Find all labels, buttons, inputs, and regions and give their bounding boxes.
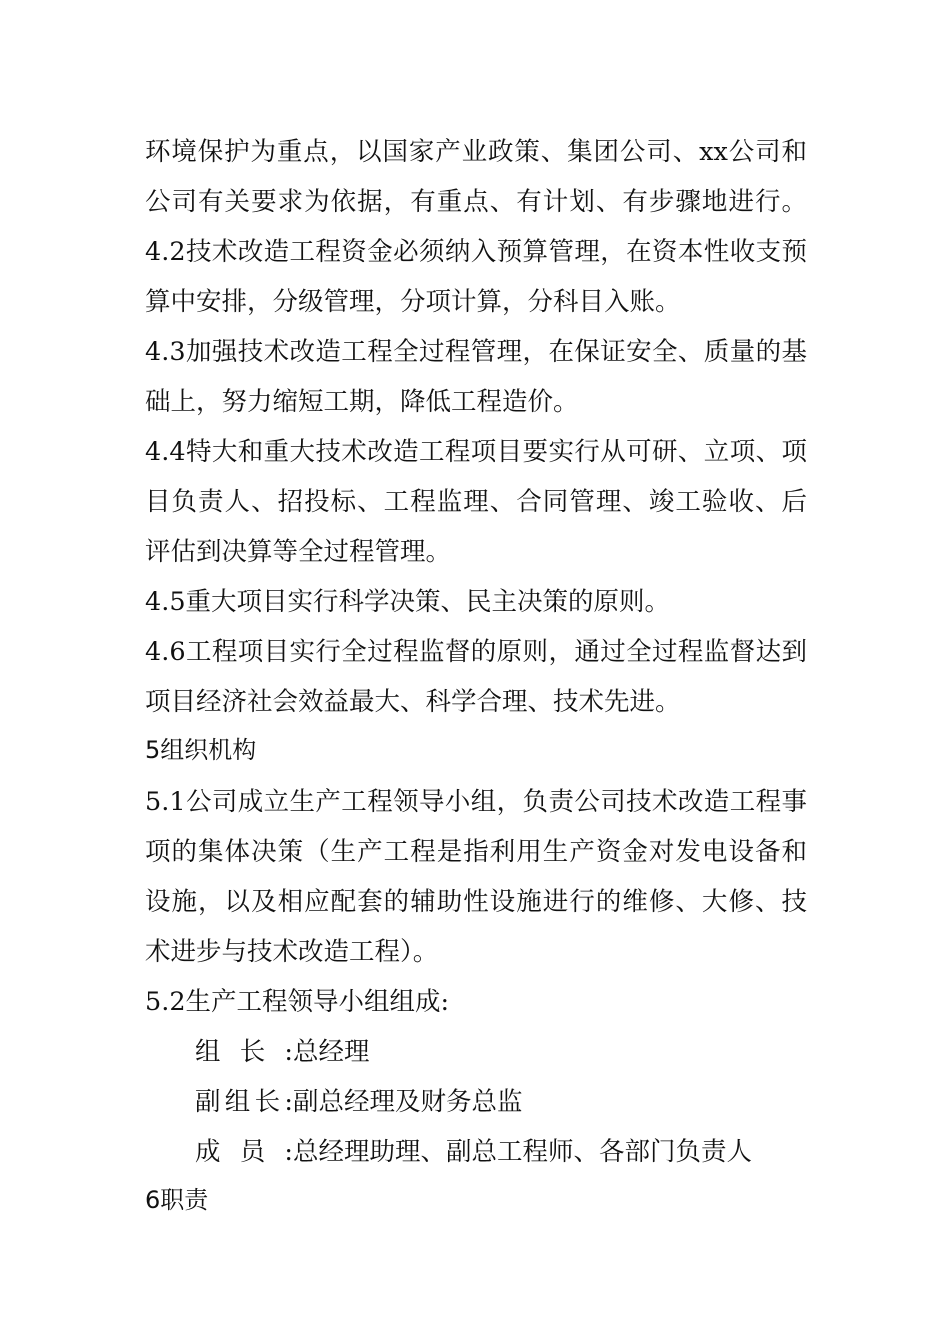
role-row-members: [195, 1132, 752, 1172]
clause-4-6-line: 4.6工程项目实行全过程监督的原则，通过全过程监督达到: [145, 637, 807, 667]
role-row-leader: [195, 1032, 370, 1072]
role-label: 副组长:: [195, 1087, 293, 1117]
clause-5-1-line: 术进步与技术改造工程）。: [145, 937, 439, 967]
role-row-deputy: [195, 1082, 523, 1122]
role-value: 副总经理及财务总监: [293, 1087, 523, 1117]
clause-4-3-line: 础上，努力缩短工期，降低工程造价。: [145, 387, 579, 417]
role-label: 组长:: [195, 1037, 293, 1067]
clause-5-1-line: 5.1公司成立生产工程领导小组，负责公司技术改造工程事: [145, 787, 807, 817]
role-value: 总经理助理、副总工程师、各部门负责人: [293, 1137, 753, 1167]
clause-4-2-line: 算中安排，分级管理，分项计算，分科目入账。: [145, 287, 681, 317]
clause-5-1-line: 设施，以及相应配套的辅助性设施进行的维修、大修、技: [145, 887, 807, 917]
clause-4-3-line: 4.3加强技术改造工程全过程管理，在保证安全、质量的基: [145, 337, 807, 367]
clause-4-4-line: 目负责人、招投标、工程监理、合同管理、竣工验收、后: [145, 487, 807, 517]
section-6-heading: 6职责: [145, 1186, 209, 1214]
clause-5-2-line: 5.2生产工程领导小组组成:: [145, 987, 450, 1017]
paragraph-line: 公司有关要求为依据，有重点、有计划、有步骤地进行。: [145, 187, 807, 217]
clause-4-2-line: 4.2技术改造工程资金必须纳入预算管理，在资本性收支预: [145, 237, 807, 267]
clause-4-6-line: 项目经济社会效益最大、科学合理、技术先进。: [145, 687, 681, 717]
role-label: 成员:: [195, 1137, 293, 1167]
clause-4-4-line: 评估到决算等全过程管理。: [145, 537, 452, 567]
paragraph-line: 环境保护为重点，以国家产业政策、集团公司、xx公司和: [145, 137, 807, 167]
clause-4-4-line: 4.4特大和重大技术改造工程项目要实行从可研、立项、项: [145, 437, 807, 467]
section-5-heading: 5组织机构: [145, 736, 257, 764]
clause-5-1-line: 项的集体决策（生产工程是指利用生产资金对发电设备和: [145, 837, 807, 867]
clause-4-5-line: 4.5重大项目实行科学决策、民主决策的原则。: [145, 587, 671, 617]
role-value: 总经理: [293, 1037, 370, 1067]
